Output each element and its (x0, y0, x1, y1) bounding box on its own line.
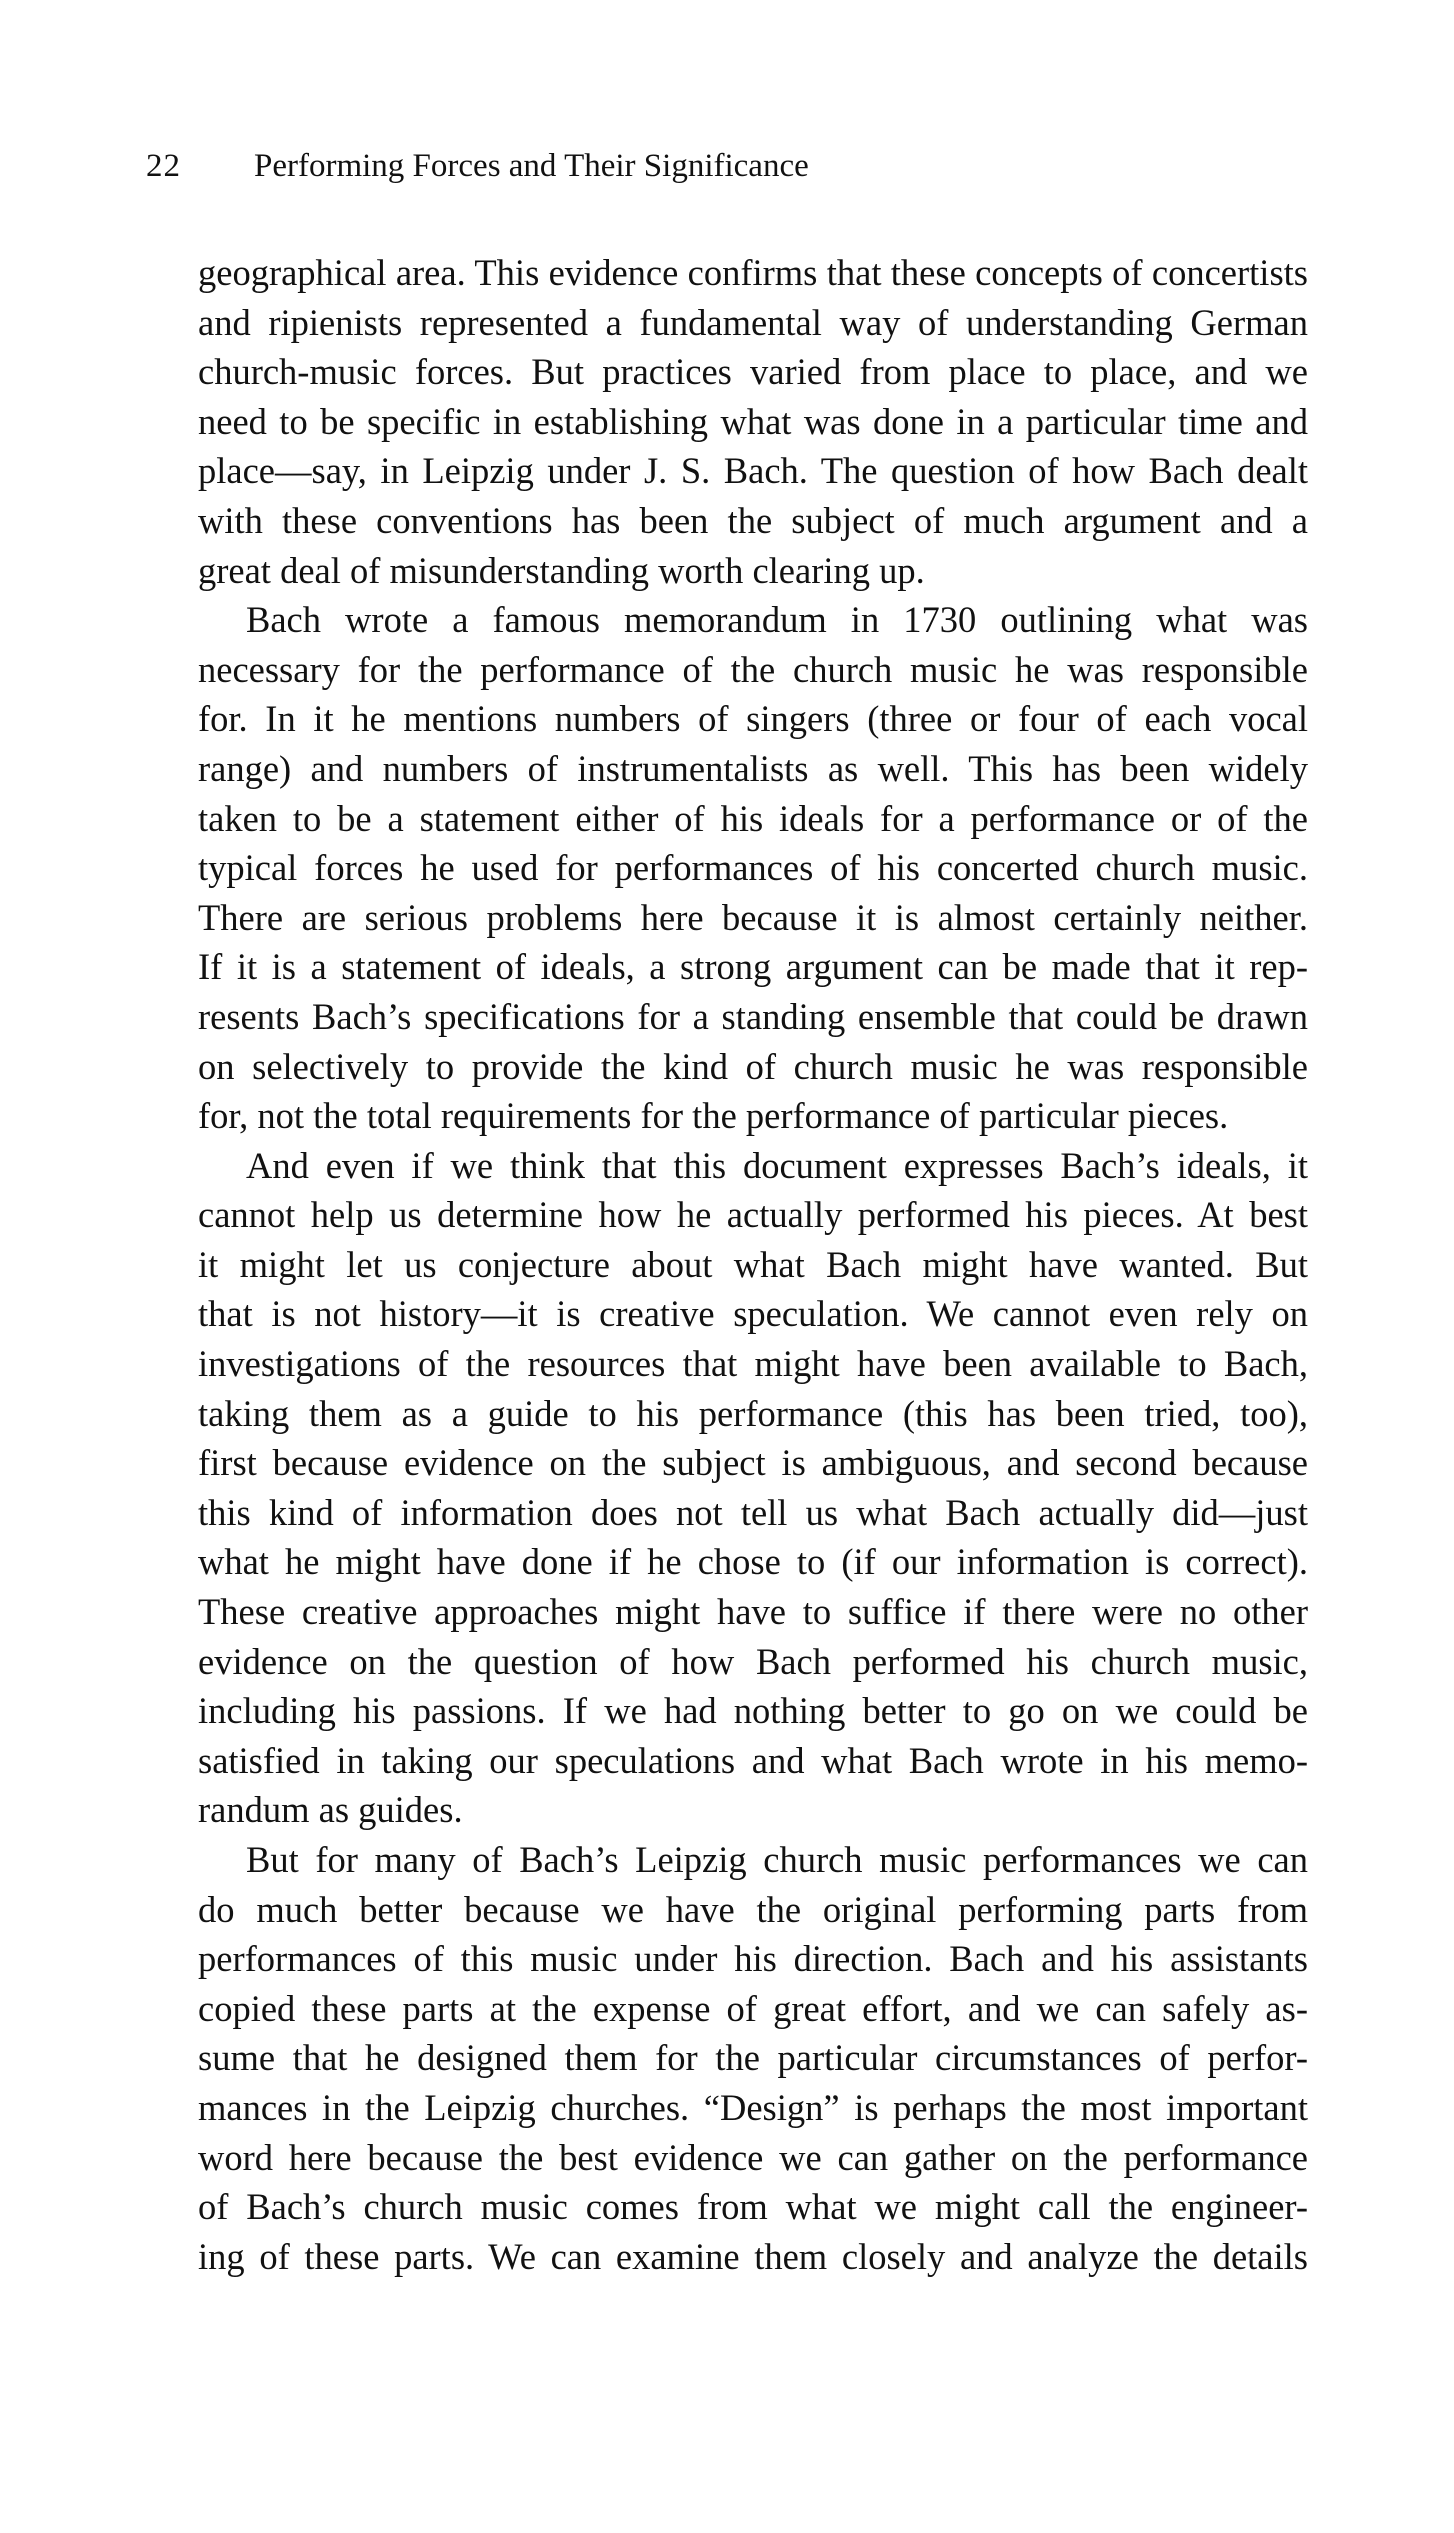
text-line: that is not history—it is creative speculation. We cannot even rely on (198, 1293, 1308, 1335)
text-line: this kind of information does not tell us what Bach actually did—just (198, 1491, 1308, 1533)
text-line: word here because the best evidence we can gather on the performance (198, 2136, 1308, 2178)
text-line: on selectively to provide the kind of church music he was responsible (198, 1045, 1308, 1087)
text-line: satisfied in taking our speculations and what Bach wrote in his memo- (198, 1739, 1308, 1781)
text-line: geographical area. This evidence confirms that these concepts of concertists (198, 252, 1308, 293)
text-line: what he might have done if he chose to (if our information is correct). (198, 1541, 1308, 1583)
text-line: range) and numbers of instrumentalists as well. This has been widely (198, 747, 1308, 789)
text-line: taking them as a guide to his performance (this has been tried, too), (198, 1392, 1308, 1434)
text-line: of Bach’s church music comes from what we might call the engineer- (198, 2186, 1308, 2228)
text-line: it might let us conjecture about what Bach might have wanted. But (198, 1243, 1308, 1285)
text-line: including his passions. If we had nothing better to go on we could be (198, 1690, 1308, 1732)
body-text (198, 248, 1308, 2281)
text-line: performances of this music under his direction. Bach and his assistants (198, 1938, 1308, 1980)
text-line: But for many of Bach’s Leipzig church music performances we can (246, 1839, 1308, 1880)
text-line: for. In it he mentions numbers of singers (three or four of each vocal (198, 698, 1308, 740)
text-line: These creative approaches might have to suffice if there were no other (198, 1591, 1308, 1633)
text-line: sume that he designed them for the particular circumstances of perfor- (198, 2037, 1308, 2079)
text-line: necessary for the performance of the church music he was responsible (198, 648, 1308, 690)
text-line: place—say, in Leipzig under J. S. Bach. The question of how Bach dealt (198, 450, 1308, 492)
text-line: mances in the Leipzig churches. “Design” is perhaps the most important (198, 2086, 1308, 2128)
text-line: and ripienists represented a fundamental way of understanding German (198, 301, 1308, 343)
text-line: ing of these parts. We can examine them closely and analyze the details (198, 2235, 1308, 2277)
running-head (146, 142, 1306, 190)
text-line: typical forces he used for performances of his concerted church music. (198, 847, 1308, 889)
text-line: need to be specific in establishing what was done in a particular time and (198, 400, 1308, 442)
text-line: randum as guides. (198, 1789, 463, 1831)
running-head-title: Performing Forces and Their Significance (254, 148, 809, 184)
text-line: copied these parts at the expense of great effort, and we can safely as- (198, 1987, 1308, 2029)
text-line: for, not the total requirements for the performance of particular pieces. (198, 1095, 1229, 1137)
text-line: first because evidence on the subject is ambiguous, and second because (198, 1442, 1308, 1484)
text-line: And even if we think that this document expresses Bach’s ideals, it (246, 1144, 1308, 1186)
text-line: great deal of misunderstanding worth clearing up. (198, 549, 925, 591)
text-line: If it is a statement of ideals, a strong argument can be made that it rep- (198, 946, 1308, 988)
text-line: do much better because we have the original performing parts from (198, 1888, 1308, 1930)
text-line: investigations of the resources that might have been available to Bach, (198, 1343, 1308, 1385)
text-line: cannot help us determine how he actually performed his pieces. At best (198, 1194, 1308, 1236)
text-line: with these conventions has been the subject of much argument and a (198, 499, 1308, 541)
text-line: There are serious problems here because it is almost certainly neither. (198, 896, 1308, 938)
text-line: church-music forces. But practices varied from place to place, and we (198, 351, 1308, 393)
text-line: evidence on the question of how Bach performed his church music, (198, 1640, 1308, 1682)
text-line: Bach wrote a famous memorandum in 1730 outlining what was (246, 599, 1308, 641)
text-line: taken to be a statement either of his ideals for a performance or of the (198, 797, 1308, 839)
page-number: 22 (146, 148, 181, 184)
text-line: resents Bach’s specifications for a standing ensemble that could be drawn (198, 995, 1308, 1037)
